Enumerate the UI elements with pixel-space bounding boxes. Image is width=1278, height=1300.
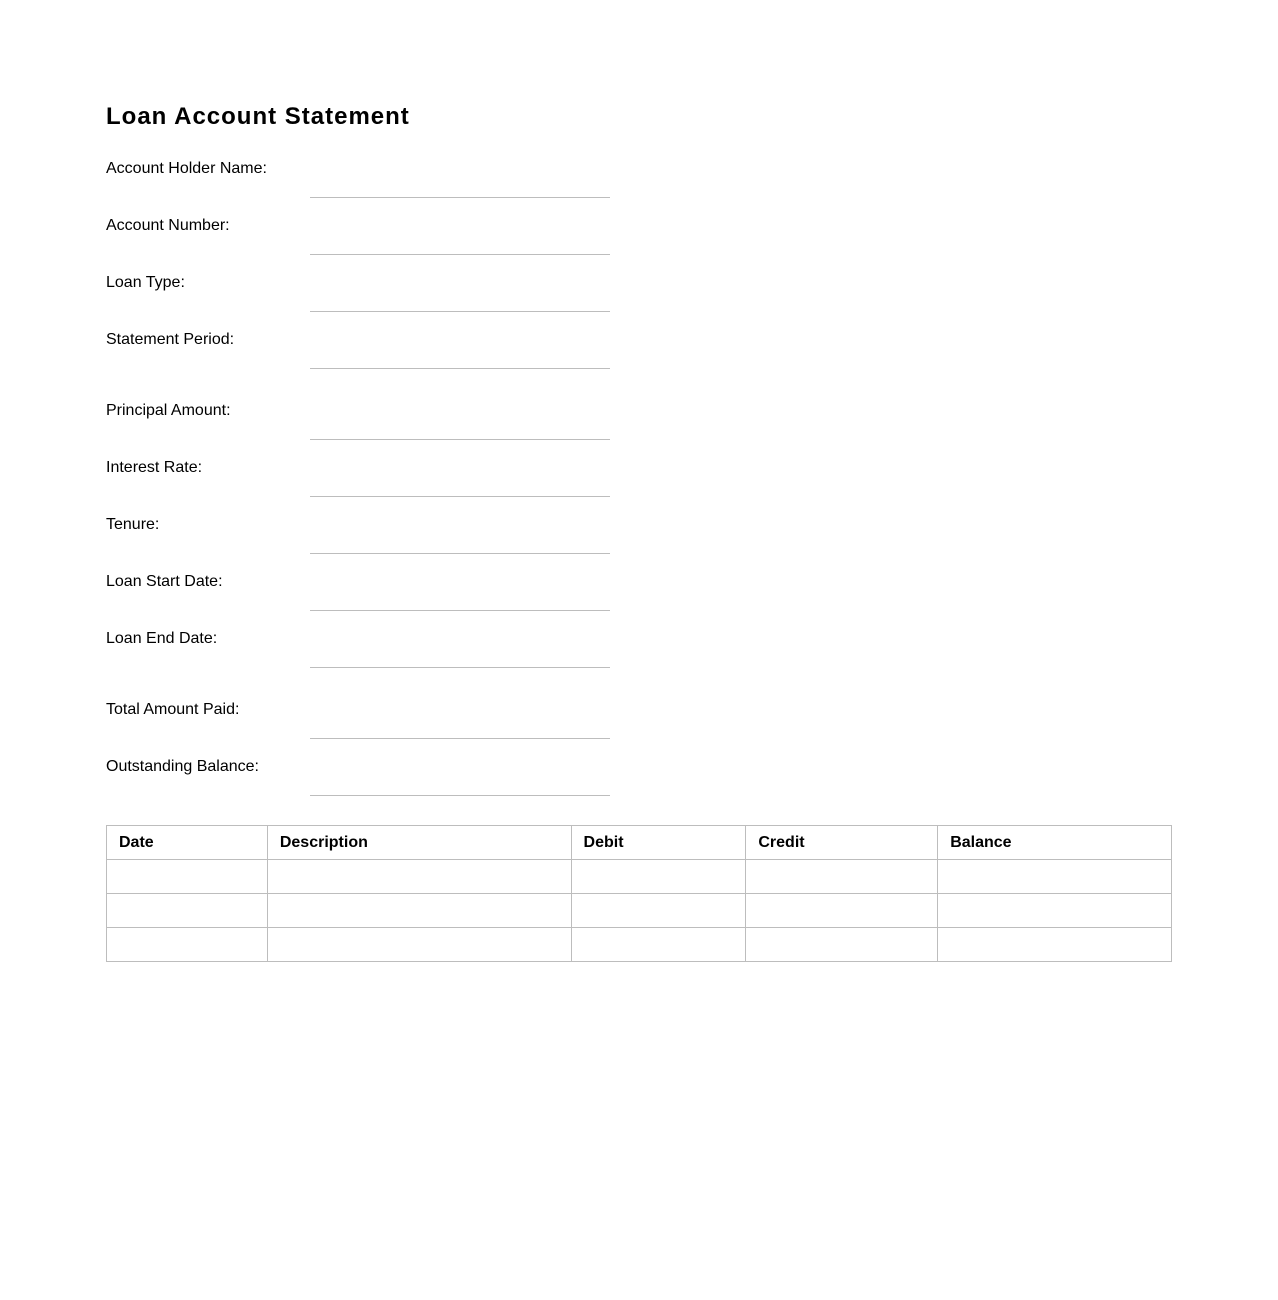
field-account-holder-name [106, 159, 610, 199]
loan-type-input[interactable] [310, 287, 610, 312]
field-principal-amount [106, 401, 610, 441]
field-label: Loan Type: [106, 274, 185, 291]
table-header-row [107, 826, 1172, 860]
field-tenure [106, 515, 610, 555]
page-title: Loan Account Statement [106, 103, 410, 130]
cell-debit[interactable] [571, 894, 746, 928]
interest-rate-input[interactable] [310, 472, 610, 497]
column-header-credit: Credit [746, 826, 938, 860]
field-account-number [106, 216, 610, 256]
field-total-amount-paid [106, 700, 610, 740]
transactions-table [106, 825, 1172, 962]
table-row [107, 860, 1172, 894]
table-row [107, 894, 1172, 928]
field-loan-type [106, 273, 610, 313]
table-row [107, 928, 1172, 962]
cell-debit[interactable] [571, 860, 746, 894]
account-number-input[interactable] [310, 230, 610, 255]
field-label: Loan End Date: [106, 630, 218, 647]
cell-credit[interactable] [746, 894, 938, 928]
field-interest-rate [106, 458, 610, 498]
field-label: Interest Rate: [106, 459, 203, 476]
field-label: Statement Period: [106, 331, 235, 348]
field-label: Total Amount Paid: [106, 701, 240, 718]
column-header-description: Description [267, 826, 571, 860]
cell-credit[interactable] [746, 928, 938, 962]
cell-balance[interactable] [938, 894, 1172, 928]
loan-end-date-input[interactable] [310, 643, 610, 668]
cell-balance[interactable] [938, 860, 1172, 894]
field-outstanding-balance [106, 757, 610, 797]
field-label: Loan Start Date: [106, 573, 223, 590]
outstanding-balance-input[interactable] [310, 771, 610, 796]
account-holder-name-input[interactable] [310, 173, 610, 198]
field-label: Tenure: [106, 516, 160, 533]
field-statement-period [106, 330, 610, 370]
total-amount-paid-input[interactable] [310, 714, 610, 739]
cell-date[interactable] [107, 928, 268, 962]
cell-balance[interactable] [938, 928, 1172, 962]
cell-debit[interactable] [571, 928, 746, 962]
cell-description[interactable] [267, 894, 571, 928]
field-label: Account Number: [106, 217, 230, 234]
column-header-debit: Debit [571, 826, 746, 860]
field-label: Outstanding Balance: [106, 758, 259, 775]
cell-credit[interactable] [746, 860, 938, 894]
field-label: Account Holder Name: [106, 160, 267, 177]
field-loan-end-date [106, 629, 610, 669]
loan-start-date-input[interactable] [310, 586, 610, 611]
statement-period-input[interactable] [310, 344, 610, 369]
principal-amount-input[interactable] [310, 415, 610, 440]
column-header-balance: Balance [938, 826, 1172, 860]
cell-description[interactable] [267, 928, 571, 962]
field-label: Principal Amount: [106, 402, 231, 419]
field-loan-start-date [106, 572, 610, 612]
cell-date[interactable] [107, 894, 268, 928]
cell-description[interactable] [267, 860, 571, 894]
tenure-input[interactable] [310, 529, 610, 554]
cell-date[interactable] [107, 860, 268, 894]
column-header-date: Date [107, 826, 268, 860]
